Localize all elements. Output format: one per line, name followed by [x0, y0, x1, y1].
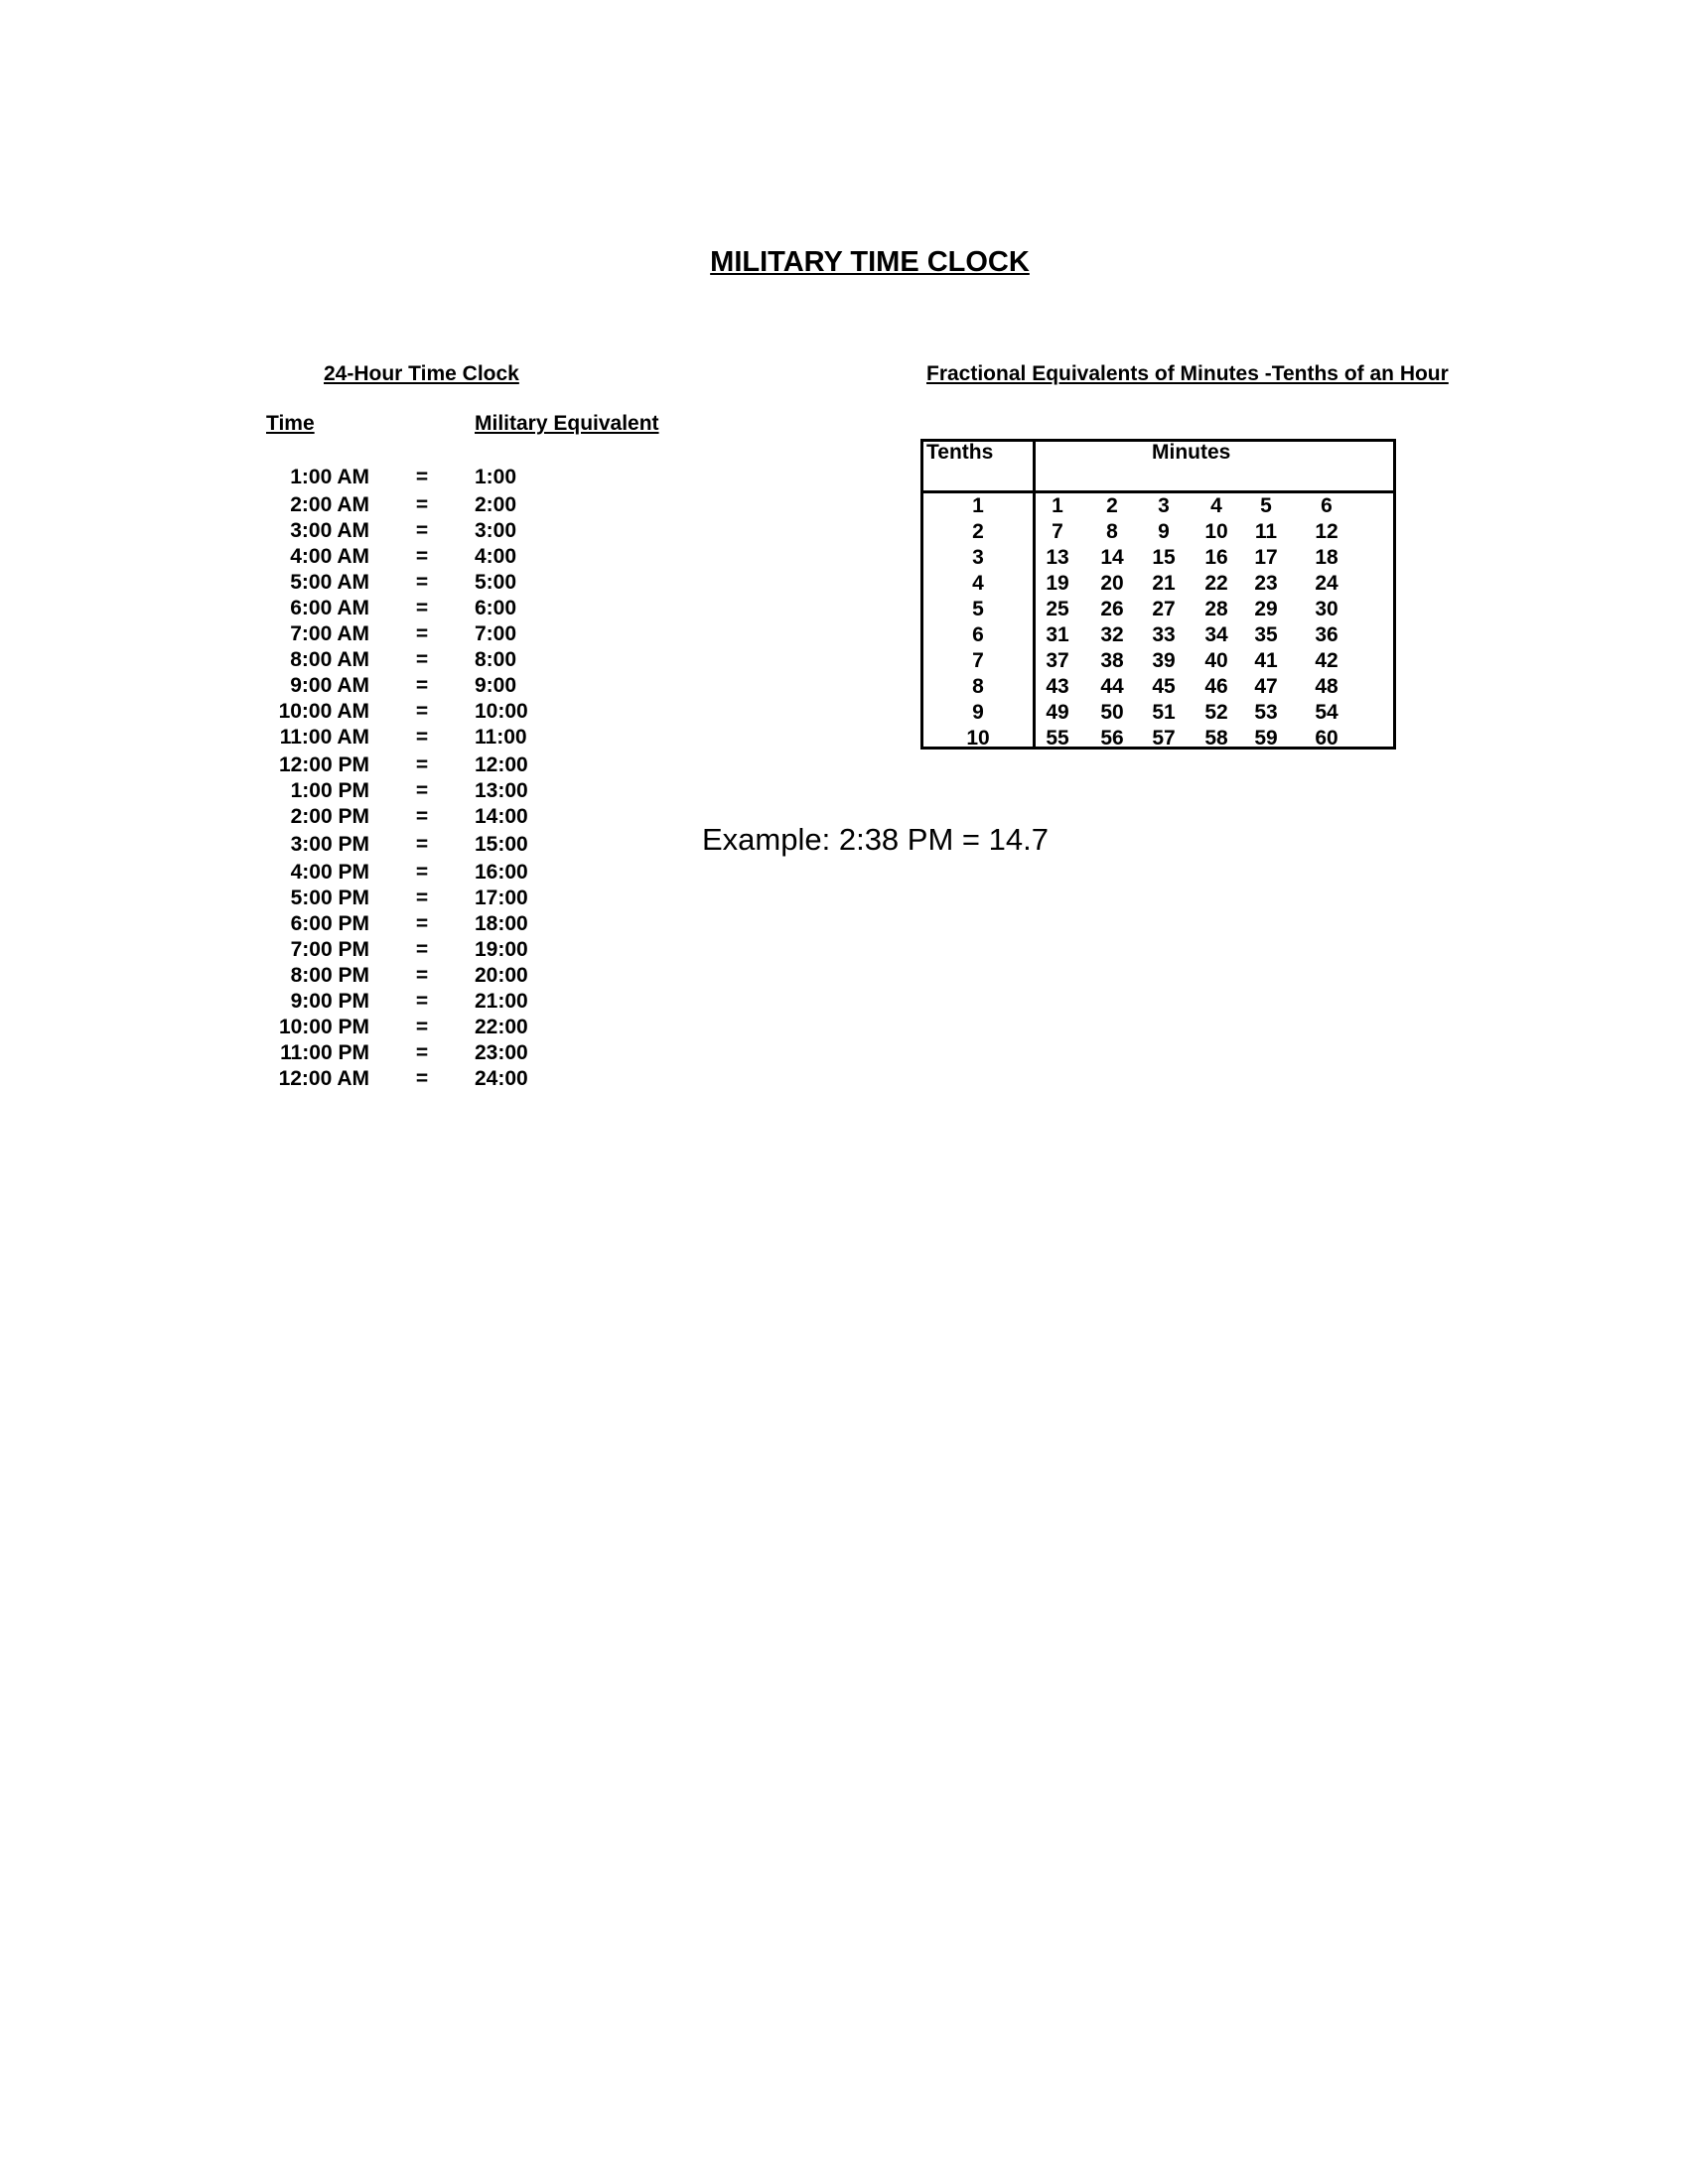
minutes-cell: 24: [1315, 572, 1338, 595]
minutes-cell: 2: [1106, 494, 1118, 517]
time-column-header: Time: [266, 412, 315, 435]
time-clock-heading: 24-Hour Time Clock: [324, 362, 519, 385]
minutes-cell: 15: [1152, 546, 1176, 569]
military-cell: 13:00: [475, 779, 528, 802]
time-cell: 8:00 PM: [290, 964, 369, 987]
page-title: MILITARY TIME CLOCK: [710, 246, 1030, 278]
minutes-cell: 48: [1315, 675, 1338, 698]
equals-cell: =: [415, 466, 429, 488]
minutes-cell: 6: [1321, 494, 1333, 517]
time-cell: 10:00 AM: [278, 700, 369, 723]
military-cell: 22:00: [475, 1016, 528, 1038]
time-cell: 3:00 PM: [290, 833, 369, 856]
minutes-cell: 13: [1046, 546, 1069, 569]
minutes-cell: 16: [1204, 546, 1228, 569]
time-cell: 5:00 AM: [290, 571, 369, 594]
minutes-cell: 36: [1315, 623, 1338, 646]
minutes-cell: 23: [1254, 572, 1278, 595]
minutes-cell: 5: [1260, 494, 1272, 517]
time-cell: 8:00 AM: [290, 648, 369, 671]
military-cell: 21:00: [475, 990, 528, 1013]
military-cell: 6:00: [475, 597, 517, 619]
tenths-cell: 5: [972, 598, 984, 620]
time-cell: 9:00 PM: [290, 990, 369, 1013]
minutes-cell: 19: [1046, 572, 1069, 595]
tenths-cell: 10: [966, 727, 990, 750]
time-cell: 1:00 PM: [290, 779, 369, 802]
minutes-cell: 30: [1315, 598, 1338, 620]
tenths-cell: 4: [972, 572, 984, 595]
equals-cell: =: [415, 622, 429, 645]
tenths-cell: 7: [972, 649, 984, 672]
minutes-cell: 57: [1152, 727, 1176, 750]
minutes-cell: 26: [1100, 598, 1124, 620]
equals-cell: =: [415, 674, 429, 697]
equals-cell: =: [415, 833, 429, 856]
equals-cell: =: [415, 571, 429, 594]
time-cell: 11:00 AM: [279, 726, 369, 749]
minutes-cell: 28: [1204, 598, 1228, 620]
minutes-cell: 29: [1254, 598, 1278, 620]
military-cell: 2:00: [475, 493, 517, 516]
minutes-cell: 4: [1210, 494, 1222, 517]
military-cell: 11:00: [475, 726, 527, 749]
military-cell: 9:00: [475, 674, 517, 697]
time-cell: 4:00 PM: [290, 861, 369, 884]
minutes-cell: 35: [1254, 623, 1278, 646]
tenths-cell: 1: [972, 494, 984, 517]
minutes-cell: 8: [1106, 520, 1118, 543]
military-column-header: Military Equivalent: [475, 412, 659, 435]
equals-cell: =: [415, 597, 429, 619]
military-cell: 7:00: [475, 622, 517, 645]
equals-cell: =: [415, 726, 429, 749]
time-cell: 6:00 AM: [290, 597, 369, 619]
military-cell: 1:00: [475, 466, 517, 488]
minutes-cell: 59: [1254, 727, 1278, 750]
tenths-cell: 2: [972, 520, 984, 543]
time-cell: 4:00 AM: [290, 545, 369, 568]
equals-cell: =: [415, 805, 429, 828]
minutes-header: Minutes: [1152, 441, 1231, 464]
minutes-cell: 39: [1152, 649, 1176, 672]
military-cell: 23:00: [475, 1041, 528, 1064]
minutes-cell: 17: [1254, 546, 1278, 569]
military-cell: 5:00: [475, 571, 517, 594]
military-cell: 24:00: [475, 1067, 528, 1090]
equals-cell: =: [415, 1016, 429, 1038]
time-cell: 12:00 AM: [278, 1067, 369, 1090]
minutes-cell: 54: [1315, 701, 1338, 724]
equals-cell: =: [415, 545, 429, 568]
minutes-cell: 11: [1254, 520, 1278, 543]
tenths-cell: 3: [972, 546, 984, 569]
minutes-cell: 43: [1046, 675, 1069, 698]
minutes-cell: 60: [1315, 727, 1338, 750]
time-cell: 12:00 PM: [278, 753, 369, 776]
equals-cell: =: [415, 938, 429, 961]
minutes-cell: 7: [1052, 520, 1063, 543]
time-cell: 5:00 PM: [290, 887, 369, 909]
minutes-cell: 10: [1204, 520, 1228, 543]
minutes-cell: 1: [1052, 494, 1063, 517]
time-cell: 2:00 PM: [290, 805, 369, 828]
equals-cell: =: [415, 990, 429, 1013]
minutes-cell: 32: [1100, 623, 1124, 646]
military-cell: 16:00: [475, 861, 528, 884]
minutes-cell: 22: [1204, 572, 1228, 595]
time-cell: 7:00 PM: [290, 938, 369, 961]
time-cell: 6:00 PM: [290, 912, 369, 935]
time-cell: 7:00 AM: [290, 622, 369, 645]
minutes-cell: 50: [1100, 701, 1124, 724]
minutes-cell: 53: [1254, 701, 1278, 724]
military-cell: 14:00: [475, 805, 528, 828]
equals-cell: =: [415, 861, 429, 884]
example-text: Example: 2:38 PM = 14.7: [702, 822, 1049, 857]
equals-cell: =: [415, 887, 429, 909]
minutes-cell: 51: [1152, 701, 1176, 724]
equals-cell: =: [415, 700, 429, 723]
minutes-cell: 37: [1046, 649, 1069, 672]
minutes-cell: 25: [1046, 598, 1069, 620]
minutes-cell: 40: [1204, 649, 1228, 672]
equals-cell: =: [415, 753, 429, 776]
minutes-cell: 45: [1152, 675, 1176, 698]
time-cell: 2:00 AM: [290, 493, 369, 516]
minutes-cell: 31: [1046, 623, 1069, 646]
minutes-cell: 34: [1204, 623, 1228, 646]
minutes-cell: 12: [1315, 520, 1338, 543]
equals-cell: =: [415, 779, 429, 802]
minutes-cell: 44: [1100, 675, 1124, 698]
minutes-cell: 20: [1100, 572, 1124, 595]
tenths-header: Tenths: [926, 441, 994, 464]
equals-cell: =: [415, 964, 429, 987]
minutes-cell: 52: [1204, 701, 1228, 724]
minutes-cell: 49: [1046, 701, 1069, 724]
equals-cell: =: [415, 519, 429, 542]
minutes-cell: 38: [1100, 649, 1124, 672]
minutes-cell: 21: [1152, 572, 1176, 595]
military-cell: 10:00: [475, 700, 528, 723]
military-cell: 12:00: [475, 753, 528, 776]
table-divider-vertical: [1033, 439, 1036, 750]
military-cell: 15:00: [475, 833, 528, 856]
equals-cell: =: [415, 648, 429, 671]
minutes-cell: 56: [1100, 727, 1124, 750]
equals-cell: =: [415, 1041, 429, 1064]
military-cell: 4:00: [475, 545, 517, 568]
minutes-cell: 14: [1100, 546, 1124, 569]
minutes-cell: 3: [1158, 494, 1170, 517]
military-cell: 19:00: [475, 938, 528, 961]
time-cell: 10:00 PM: [278, 1016, 369, 1038]
minutes-cell: 41: [1254, 649, 1278, 672]
military-cell: 8:00: [475, 648, 517, 671]
minutes-cell: 42: [1315, 649, 1338, 672]
minutes-cell: 27: [1152, 598, 1176, 620]
minutes-cell: 9: [1158, 520, 1170, 543]
equals-cell: =: [415, 912, 429, 935]
military-cell: 3:00: [475, 519, 517, 542]
equals-cell: =: [415, 493, 429, 516]
minutes-cell: 58: [1204, 727, 1228, 750]
minutes-cell: 33: [1152, 623, 1176, 646]
military-cell: 18:00: [475, 912, 528, 935]
time-cell: 1:00 AM: [290, 466, 369, 488]
equals-cell: =: [415, 1067, 429, 1090]
minutes-cell: 46: [1204, 675, 1228, 698]
tenths-cell: 8: [972, 675, 984, 698]
minutes-cell: 18: [1315, 546, 1338, 569]
time-cell: 11:00 PM: [280, 1041, 369, 1064]
tenths-cell: 9: [972, 701, 984, 724]
military-cell: 20:00: [475, 964, 528, 987]
time-cell: 3:00 AM: [290, 519, 369, 542]
time-cell: 9:00 AM: [290, 674, 369, 697]
minutes-cell: 47: [1254, 675, 1278, 698]
military-cell: 17:00: [475, 887, 528, 909]
tenths-cell: 6: [972, 623, 984, 646]
fractional-heading: Fractional Equivalents of Minutes -Tenths of an Hour: [926, 362, 1449, 385]
minutes-cell: 55: [1046, 727, 1069, 750]
